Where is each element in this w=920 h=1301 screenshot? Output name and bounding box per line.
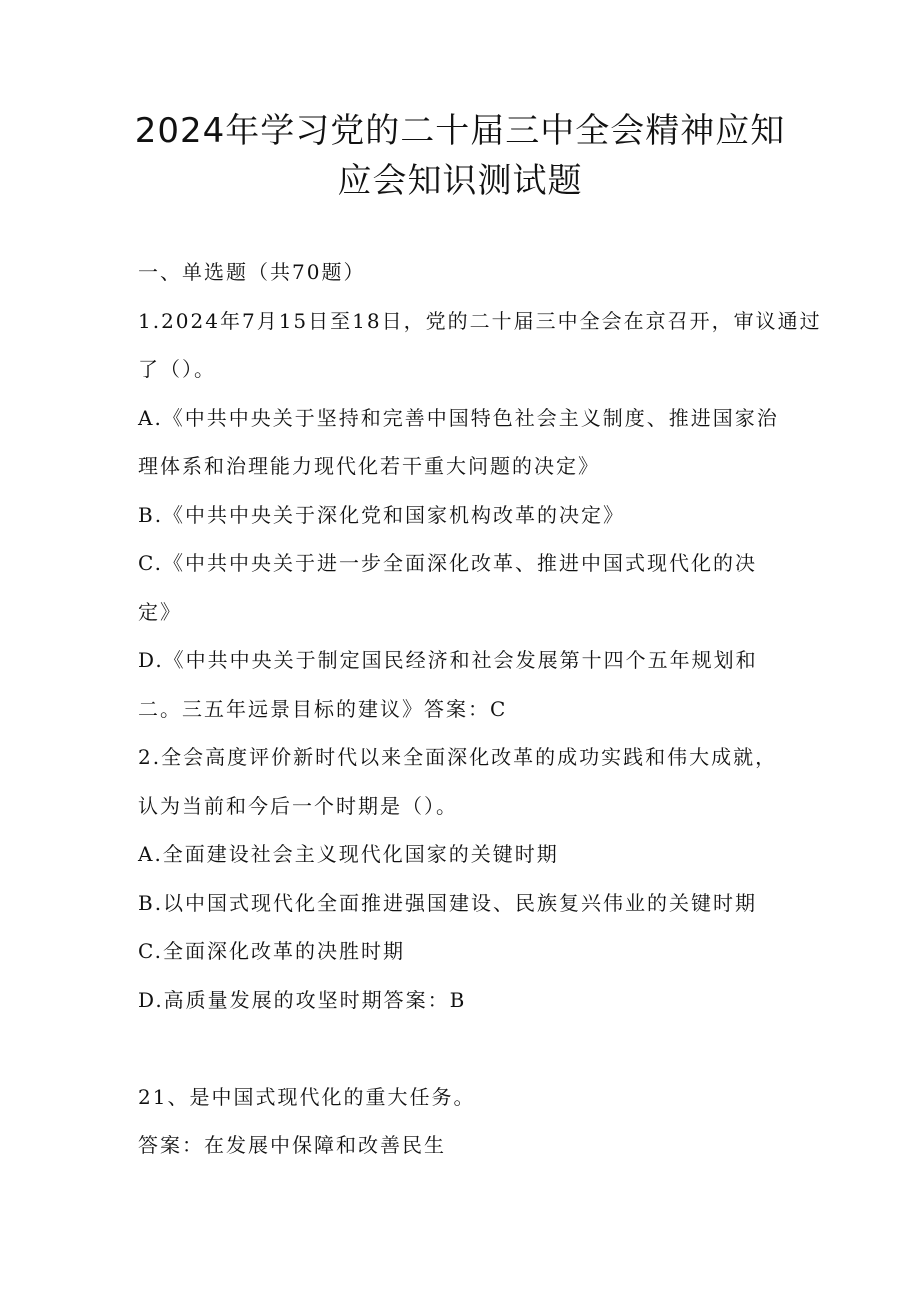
question-2-option-d: D.高质量发展的攻坚时期答案：B [138, 987, 467, 1012]
title-line-1: 2024年学习党的二十届三中全会精神应知 [134, 111, 786, 151]
question-2-stem-line-2: 认为当前和今后一个时期是（）。 [138, 793, 458, 818]
question-21-stem: 21、是中国式现代化的重大任务。 [138, 1084, 476, 1109]
document-title [0, 106, 920, 206]
title-line-2: 应会知识测试题 [337, 161, 583, 201]
question-1-stem-line-1: 1.2024年7月15日至18日，党的二十届三中全会在京召开，审议通过 [138, 308, 822, 333]
section-heading: 一、单选题（共70题） [138, 260, 366, 284]
question-1-option-d-line-2: 二。三五年远景目标的建议》答案：C [138, 696, 508, 721]
question-2 [138, 733, 788, 1024]
question-2-stem-line-1: 2.全会高度评价新时代以来全面深化改革的成功实践和伟大成就， [138, 745, 778, 769]
question-21-answer: 答案：在发展中保障和改善民生 [138, 1133, 446, 1157]
question-1-option-c-line-1: C.《中共中央关于进一步全面深化改革、推进中国式现代化的决 [138, 551, 757, 575]
blank-line [138, 1024, 788, 1073]
question-1-option-a-line-2: 理体系和治理能力现代化若干重大问题的决定》 [138, 454, 600, 478]
question-2-option-c: C.全面深化改革的决胜时期 [138, 939, 405, 963]
question-21 [138, 1073, 788, 1170]
question-1 [138, 297, 822, 734]
question-1-stem-line-2: 了（）。 [138, 357, 216, 381]
question-1-option-a-line-1: A.《中共中央关于坚持和完善中国特色社会主义制度、推进国家治 [138, 405, 779, 430]
question-1-option-d-line-1: D.《中共中央关于制定国民经济和社会发展第十四个五年规划和 [138, 648, 758, 672]
question-2-option-a: A.全面建设社会主义现代化国家的关键时期 [138, 842, 559, 866]
question-2-option-b: B.以中国式现代化全面推进强国建设、民族复兴伟业的关键时期 [138, 890, 758, 915]
question-1-option-b: B.《中共中央关于深化党和国家机构改革的决定》 [138, 502, 626, 527]
document-body [138, 248, 822, 1170]
question-1-option-c-line-2: 定》 [138, 599, 182, 624]
